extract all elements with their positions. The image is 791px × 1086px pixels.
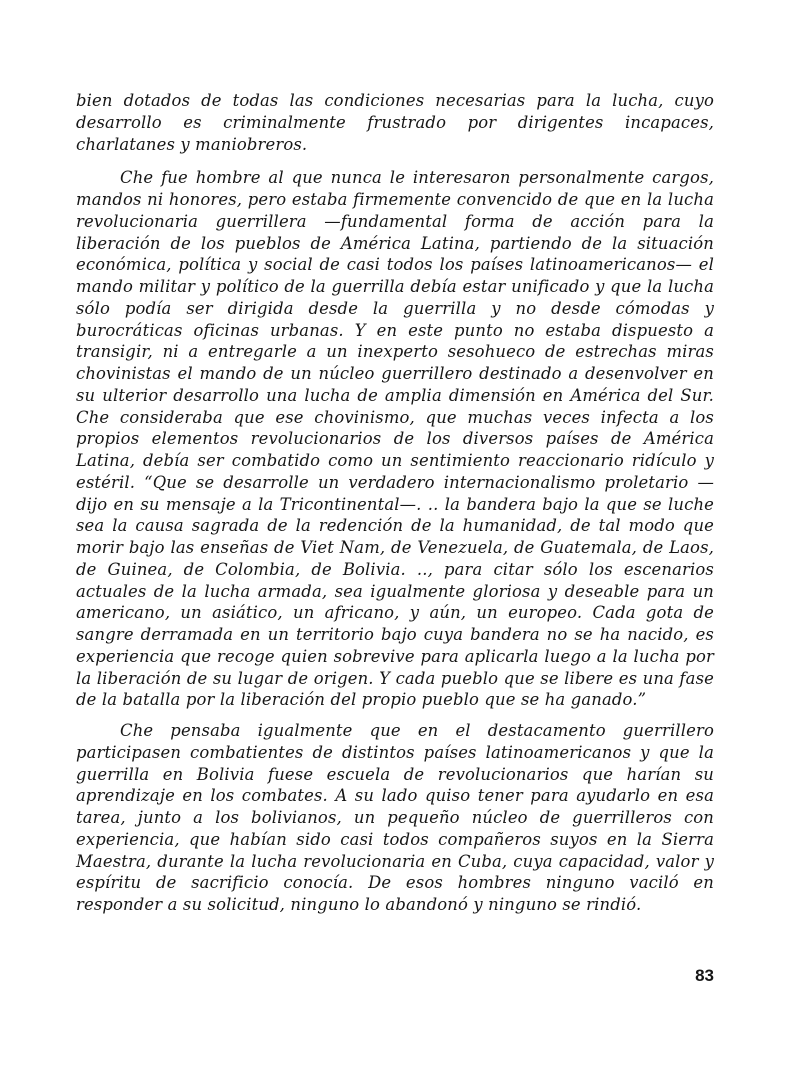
page-number: 83 [695,966,714,985]
page-body [76,90,714,916]
paragraph-1: bien dotados de todas las condiciones necesarias para la lucha, cuyo desarrollo es criminalmente frustrado por dirigentes incapaces, charlatanes y maniobreros. [76,91,714,154]
paragraph-3: Che pensaba igualmente que en el destacamento guerrillero participasen combatientes de distintos países latinoamericanos y que la guerrilla en Bolivia fuese escuela de revolucionarios que harían su aprendizaje en los combates. A su lado quiso tener para ayudarlo en esa tarea, junto a los bolivianos, un pequeño núcleo de guerrilleros con experiencia, que habían sido casi todos compañeros suyos en la Sierra Maestra, durante la lucha revolucionaria en Cuba, cuya capacidad, valor y espíritu de sacrificio conocía. De esos hombres ninguno vaciló en responder a su solicitud, ninguno lo abandonó y ninguno se rindió. [76,721,714,914]
paragraph-2: Che fue hombre al que nunca le interesaron personalmente cargos, mandos ni honores, pero estaba firmemente convencido de que en la lucha revolucionaria guerrillera —fundamental forma de acción para la liberación de los pueblos de América Latina, partiendo de la situación económica, política y social de casi todos los países latinoamericanos— el mando militar y político de la guerrilla debía estar unificado y que la lucha sólo podía ser dirigida desde la guerrilla y no desde cómodas y burocráticas oficinas urbanas. Y en este punto no estaba dispuesto a transigir, ni a entregarle a un inexperto sesohueco de estrechas miras chovinistas el mando de un núcleo guerrillero destinado a desenvolver en su ulterior desarrollo una lucha de amplia dimensión en América del Sur. Che consideraba que ese chovinismo, que muchas veces infecta a los propios elementos revolucionarios de los diversos países de América Latina, debía ser combatido como un sentimiento reaccionario ridículo y estéril. “Que se desarrolle un verdadero internacionalismo proletario —dijo en su mensaje a la Tricontinental—. .. la bandera bajo la que se luche sea la causa sagrada de la redención de la humanidad, de tal modo que morir bajo las enseñas de Viet Nam, de Venezuela, de Guatemala, de Laos, de Guinea, de Colombia, de Bolivia. .., para citar sólo los escenarios actuales de la lucha armada, sea igualmente gloriosa y deseable para un americano, un asiático, un africano, y aún, un europeo. Cada gota de sangre derramada en un territorio bajo cuya bandera no se ha nacido, es experiencia que recoge quien sobrevive para aplicarla luego a la lucha por la liberación de su lugar de origen. Y cada pueblo que se libere es una fase de la batalla por la liberación del propio pueblo que se ha ganado.” [76,168,714,710]
